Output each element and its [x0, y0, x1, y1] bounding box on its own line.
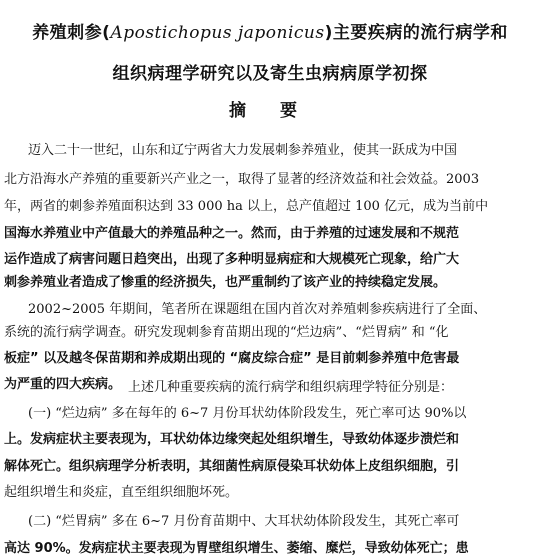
paragraph-1-line-2: 北方沿海水产养殖的重要新兴产业之一，取得了显著的经济效益和社会效益。2003 [4, 172, 480, 187]
title-suffix: )主要疾病的流行病学和 [324, 23, 508, 43]
title-line-1 [0, 18, 540, 43]
paragraph-2-line-3: 板症” 以及越冬保苗期和养成期出现的 “腐皮综合症” 是目前刺参养殖中危害最 [4, 351, 460, 366]
paragraph-5-line-1: (二) “烂胃病” 多在 6~7 月份育苗期中、大耳状幼体阶段发生，其死亡率可 [28, 514, 460, 529]
paragraph-4-line-2: 上。发病症状主要表现为，耳状幼体边缘突起处组织增生，导致幼体逐步溃烂和 [4, 432, 460, 447]
paragraph-2-line-1: 2002~2005 年期间，笔者所在课题组在国内首次对养殖刺参疾病进行了全面、 [28, 302, 487, 317]
abstract-heading: 摘 要 [229, 101, 311, 121]
paragraph-1-line-3: 年，两省的刺参养殖面积达到 33 000 ha 以上，总产值超过 100 亿元，成为当前中 [4, 199, 489, 214]
paragraph-2-line-2: 系统的流行病学调查。研究发现刺参育苗期出现的“烂边病”、“烂胃病” 和 “化 [4, 325, 449, 340]
title-prefix: 养殖刺参( [32, 23, 111, 43]
title-line-2: 组织病理学研究以及寄生虫病病原学初探 [112, 64, 428, 84]
paragraph-1-line-4: 国海水养殖业中产值最大的养殖品种之一。然而，由于养殖的过速发展和不规范 [4, 226, 460, 241]
paragraph-1-line-6: 刺参养殖业者造成了惨重的经济损失，也严重制约了该产业的持续稳定发展。 [4, 275, 447, 290]
paragraph-3-line-1: 上述几种重要疾病的流行病学和组织病理学特征分别是： [128, 380, 454, 395]
paragraph-1-line-5: 运作造成了病害问题日趋突出，出现了多种明显病症和大规模死亡现象，给广大 [4, 252, 460, 267]
paragraph-4-line-4: 起组织增生和炎症，直至组织细胞坏死。 [4, 485, 239, 500]
paragraph-5-line-2: 高达 90%。发病症状主要表现为胃壁组织增生、萎缩、糜烂，导致幼体死亡；患 [4, 541, 469, 556]
paragraph-4-line-1: (一) “烂边病” 多在每年的 6~7 月份耳状幼体阶段发生，死亡率可达 90%以 [28, 406, 467, 421]
paragraph-1-line-1: 迈入二十一世纪，山东和辽宁两省大力发展刺参养殖业，使其一跃成为中国 [28, 143, 458, 158]
species-name: Apostichopus japonicus [110, 23, 325, 43]
paragraph-4-line-3: 解体死亡。组织病理学分析表明，其细菌性病原侵染耳状幼体上皮组织细胞，引 [4, 459, 460, 474]
paragraph-2-line-4: 为严重的四大疾病。 [4, 377, 122, 392]
